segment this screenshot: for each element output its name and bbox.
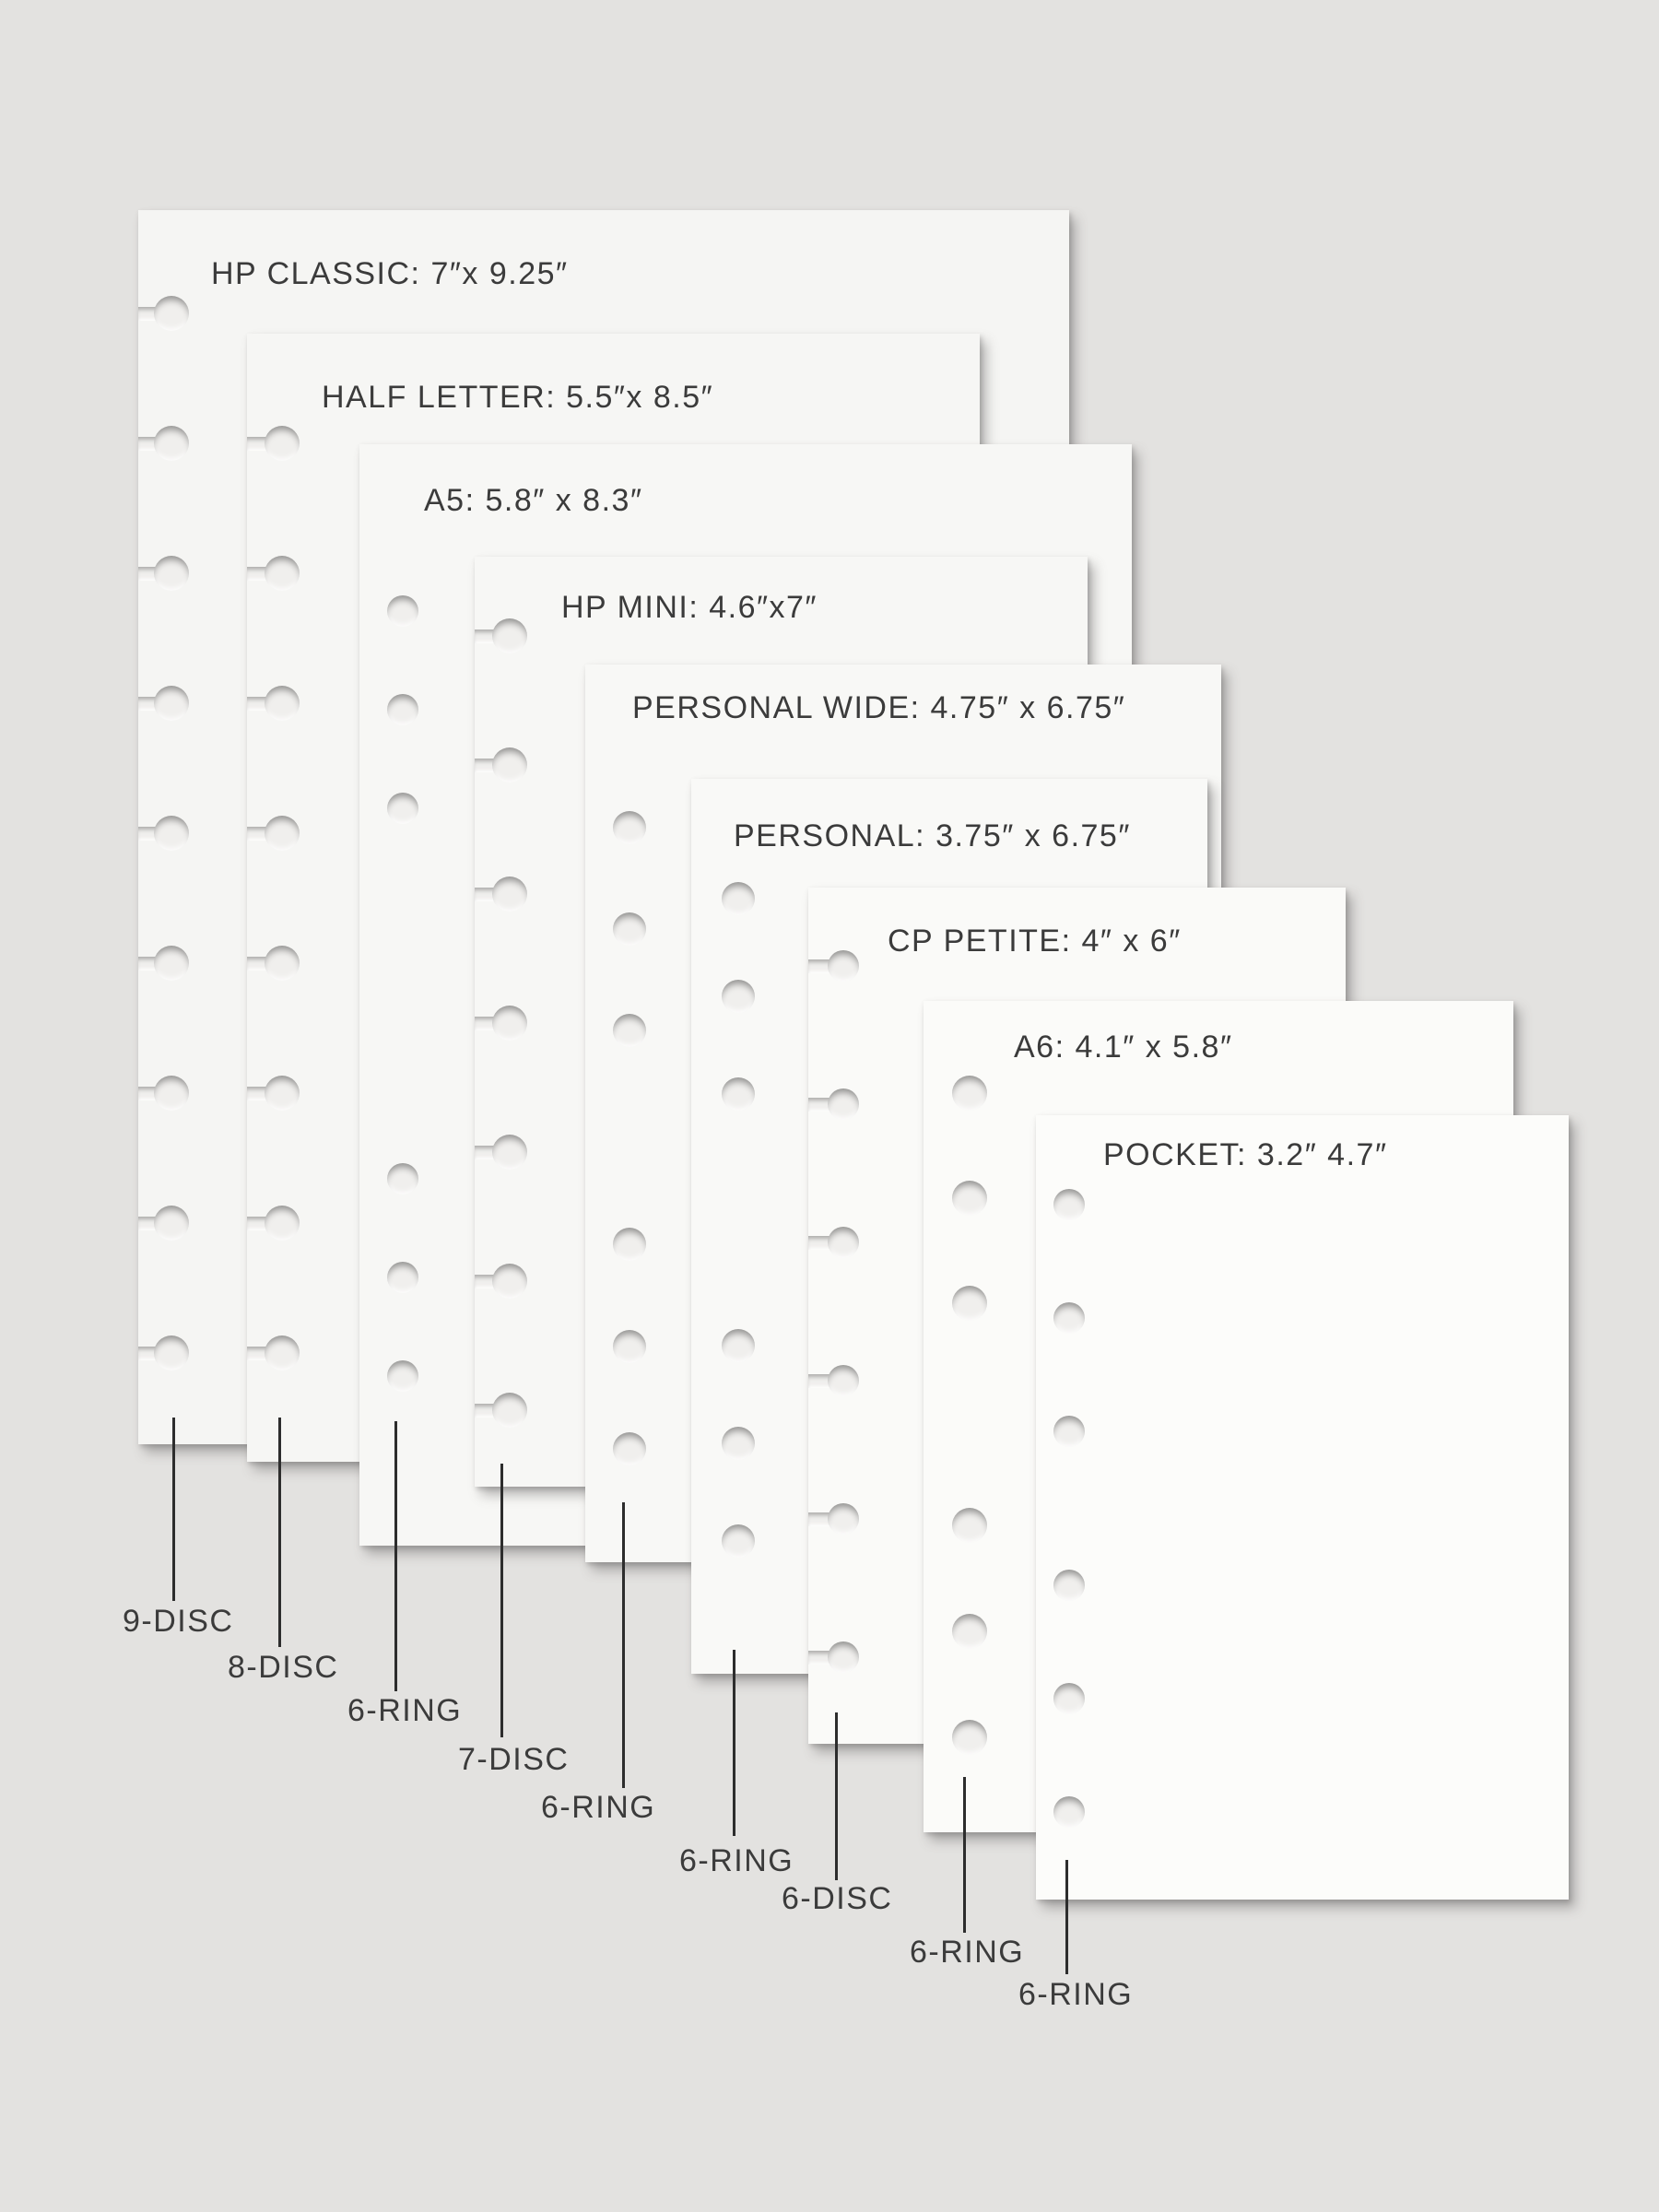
disc-notch-icon	[492, 618, 527, 653]
ring-hole-icon	[722, 1524, 755, 1558]
ring-hole-icon	[387, 1163, 418, 1194]
callout-line-half-letter	[278, 1418, 281, 1647]
ring-hole-icon	[952, 1076, 987, 1111]
disc-notch-icon	[828, 1227, 859, 1258]
callout-label-a5: 6-RING	[347, 1693, 463, 1728]
ring-hole-icon	[952, 1181, 987, 1216]
disc-notch-icon	[154, 946, 189, 981]
callout-line-hp-mini	[500, 1464, 503, 1737]
disc-notch-icon	[828, 1641, 859, 1673]
ring-hole-icon	[952, 1286, 987, 1321]
ring-hole-icon	[613, 1014, 646, 1047]
callout-label-half-letter: 8-DISC	[228, 1650, 339, 1685]
disc-notch-icon	[265, 1335, 300, 1371]
ring-hole-icon	[387, 1262, 418, 1293]
disc-notch-icon	[828, 1088, 859, 1120]
disc-notch-icon	[265, 946, 300, 981]
disc-notch-icon	[492, 877, 527, 912]
disc-notch-icon	[492, 1393, 527, 1428]
callout-label-hp-mini: 7-DISC	[458, 1742, 570, 1777]
disc-notch-icon	[265, 686, 300, 721]
disc-notch-icon	[828, 1503, 859, 1535]
disc-notch-icon	[154, 686, 189, 721]
disc-notch-icon	[154, 1206, 189, 1241]
ring-hole-icon	[722, 980, 755, 1013]
ring-hole-icon	[952, 1720, 987, 1755]
callout-label-hp-classic: 9-DISC	[123, 1604, 234, 1639]
ring-hole-icon	[387, 793, 418, 824]
disc-notch-icon	[265, 1076, 300, 1111]
ring-hole-icon	[722, 1329, 755, 1362]
ring-hole-icon	[1053, 1796, 1085, 1828]
callout-label-personal: 6-RING	[679, 1843, 794, 1878]
disc-notch-icon	[492, 1006, 527, 1041]
ring-hole-icon	[613, 912, 646, 946]
disc-notch-icon	[154, 1335, 189, 1371]
sheet-label-a6: A6: 4.1″ x 5.8″	[1014, 1030, 1233, 1065]
disc-notch-icon	[154, 1076, 189, 1111]
disc-notch-icon	[492, 747, 527, 782]
sheet-pocket	[1036, 1115, 1569, 1900]
ring-hole-icon	[1053, 1570, 1085, 1601]
ring-hole-icon	[387, 1360, 418, 1392]
disc-notch-icon	[265, 426, 300, 461]
callout-label-personal-wide: 6-RING	[541, 1790, 656, 1825]
disc-notch-icon	[265, 1206, 300, 1241]
ring-hole-icon	[1053, 1416, 1085, 1447]
sheet-label-personal: PERSONAL: 3.75″ x 6.75″	[734, 818, 1131, 853]
callout-label-pocket: 6-RING	[1018, 1977, 1134, 2012]
callout-line-personal	[733, 1650, 735, 1836]
callout-line-a6	[963, 1777, 966, 1933]
ring-hole-icon	[613, 811, 646, 844]
sheet-label-personal-wide: PERSONAL WIDE: 4.75″ x 6.75″	[632, 690, 1126, 725]
disc-notch-icon	[154, 296, 189, 331]
sheet-label-half-letter: HALF LETTER: 5.5″x 8.5″	[322, 380, 714, 415]
sheet-label-hp-classic: HP CLASSIC: 7″x 9.25″	[211, 256, 569, 291]
callout-line-hp-classic	[172, 1418, 175, 1601]
ring-hole-icon	[952, 1614, 987, 1649]
sheet-label-pocket: POCKET: 3.2″ 4.7″	[1103, 1137, 1388, 1172]
ring-hole-icon	[1053, 1189, 1085, 1220]
disc-notch-icon	[265, 816, 300, 851]
ring-hole-icon	[613, 1330, 646, 1363]
callout-line-personal-wide	[622, 1502, 625, 1788]
disc-notch-icon	[828, 950, 859, 982]
disc-notch-icon	[492, 1135, 527, 1170]
callout-label-cp-petite: 6-DISC	[782, 1881, 893, 1916]
ring-hole-icon	[387, 595, 418, 627]
sheet-label-hp-mini: HP MINI: 4.6″x7″	[561, 590, 818, 625]
ring-hole-icon	[722, 1427, 755, 1460]
disc-notch-icon	[492, 1264, 527, 1299]
ring-hole-icon	[613, 1432, 646, 1465]
callout-line-cp-petite	[835, 1712, 838, 1880]
sheet-label-a5: A5: 5.8″ x 8.3″	[424, 483, 643, 518]
disc-notch-icon	[154, 426, 189, 461]
ring-hole-icon	[1053, 1302, 1085, 1334]
disc-notch-icon	[154, 556, 189, 591]
ring-hole-icon	[613, 1228, 646, 1261]
callout-label-a6: 6-RING	[910, 1935, 1025, 1970]
ring-hole-icon	[952, 1508, 987, 1543]
disc-notch-icon	[828, 1365, 859, 1396]
ring-hole-icon	[1053, 1683, 1085, 1714]
callout-line-pocket	[1065, 1860, 1068, 1974]
ring-hole-icon	[722, 1077, 755, 1111]
ring-hole-icon	[387, 694, 418, 725]
ring-hole-icon	[722, 882, 755, 915]
disc-notch-icon	[265, 556, 300, 591]
sheet-label-cp-petite: CP PETITE: 4″ x 6″	[888, 924, 1182, 959]
disc-notch-icon	[154, 816, 189, 851]
callout-line-a5	[394, 1421, 397, 1691]
